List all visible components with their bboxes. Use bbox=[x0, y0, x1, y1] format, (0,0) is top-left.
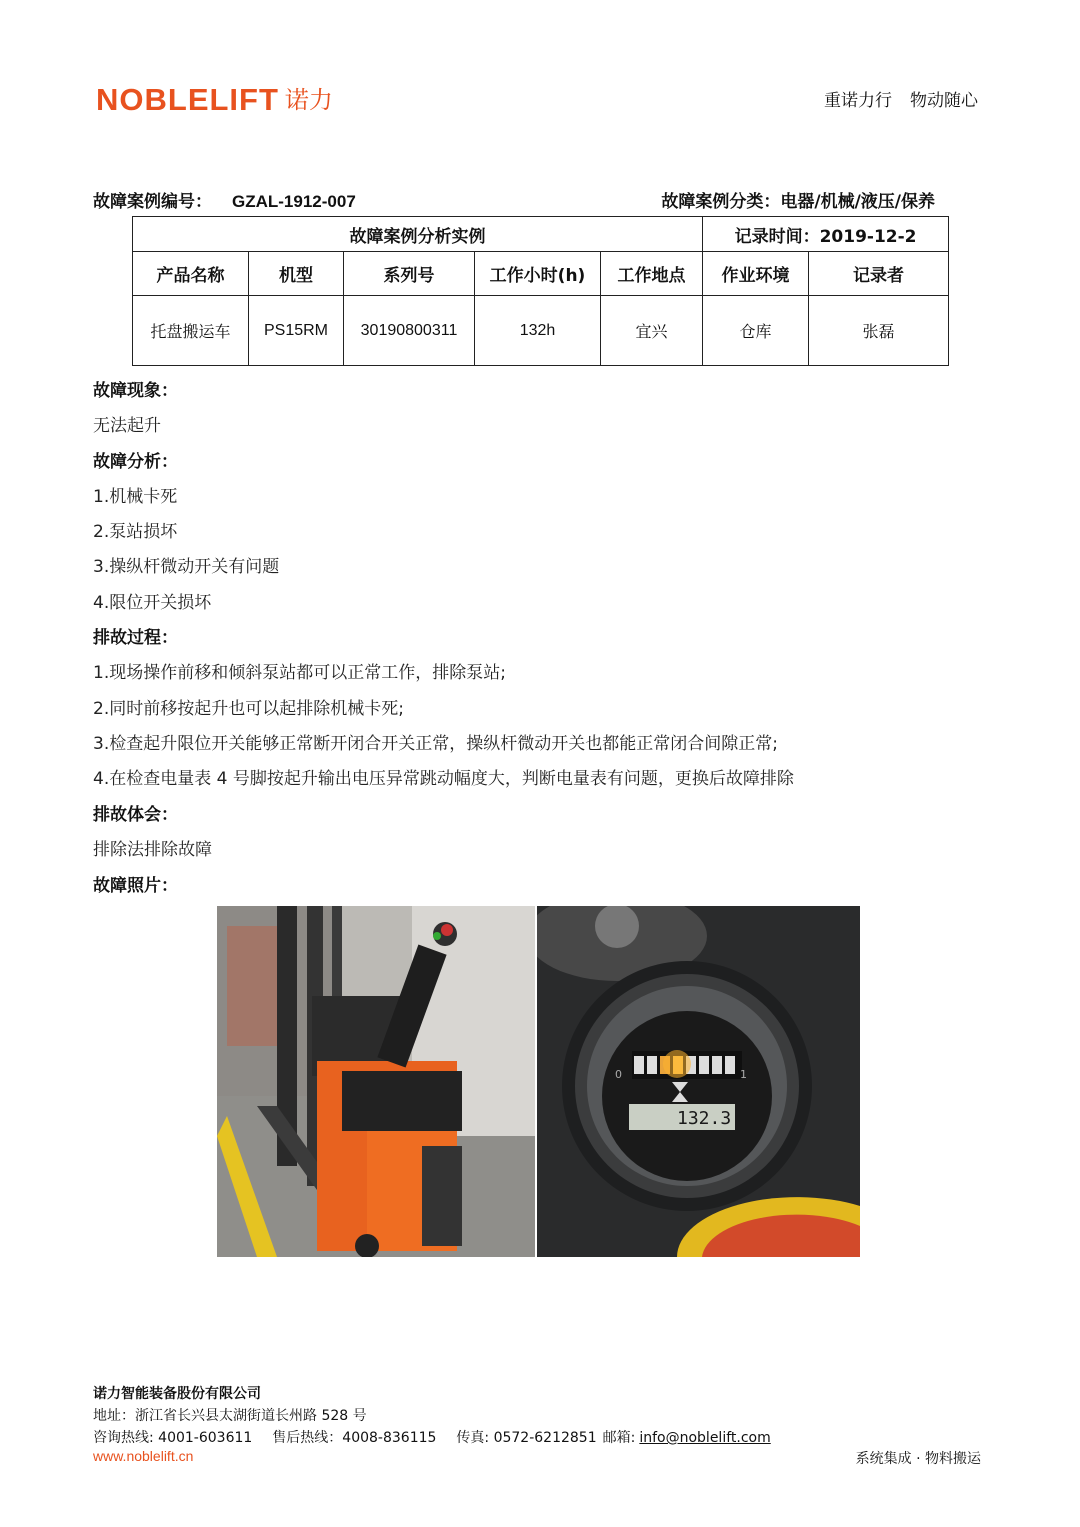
header-product-name: 产品名称 bbox=[133, 252, 249, 296]
meter-scale-right: 1 bbox=[740, 1068, 747, 1081]
fault-photos bbox=[217, 906, 860, 1257]
analysis-item-3: 3.操纵杆微动开关有问题 bbox=[93, 557, 280, 577]
process-item-4: 4.在检查电量表 4 号脚按起升输出电压异常跳动幅度大，判断电量表有问题，更换后故障排除 bbox=[93, 769, 794, 789]
footer-company: 诺力智能装备股份有限公司 bbox=[93, 1386, 261, 1402]
case-info-table bbox=[132, 216, 949, 366]
slogan-part-1: 重诺力行 bbox=[824, 91, 892, 111]
header-model: 机型 bbox=[249, 252, 344, 296]
experience-text: 排除法排除故障 bbox=[93, 840, 212, 860]
slogan-part-2: 物动随心 bbox=[910, 91, 978, 111]
cell-environment: 仓库 bbox=[703, 296, 809, 366]
logo-wordmark: NOBLELIFT bbox=[96, 82, 279, 117]
slogan bbox=[824, 86, 978, 111]
process-heading: 排故过程： bbox=[93, 628, 178, 648]
footer-hotline: 咨询热线: 4001-603611 bbox=[93, 1430, 253, 1446]
record-time: 记录时间：2019-12-2 bbox=[703, 217, 949, 252]
cell-location: 宜兴 bbox=[601, 296, 703, 366]
analysis-heading: 故障分析： bbox=[93, 452, 178, 472]
analysis-item-4: 4.限位开关损坏 bbox=[93, 593, 212, 613]
forklift-photo bbox=[217, 906, 535, 1257]
case-number bbox=[93, 187, 356, 212]
header-recorder: 记录者 bbox=[809, 252, 949, 296]
footer-email-label: 邮箱: bbox=[602, 1430, 636, 1446]
header-serial: 系列号 bbox=[344, 252, 475, 296]
cell-serial: 30190800311 bbox=[344, 296, 475, 366]
footer-email-link[interactable]: info@noblelift.com bbox=[639, 1430, 771, 1446]
cell-product-name: 托盘搬运车 bbox=[133, 296, 249, 366]
process-item-1: 1.现场操作前移和倾斜泵站都可以正常工作，排除泵站; bbox=[93, 663, 506, 683]
case-category: 故障案例分类：电器/机械/液压/保养 bbox=[661, 192, 935, 212]
header-location: 工作地点 bbox=[601, 252, 703, 296]
hour-meter-reading: 132.3 bbox=[677, 1108, 732, 1129]
table-header-row bbox=[133, 252, 949, 296]
experience-heading: 排故体会： bbox=[93, 805, 178, 825]
footer-fax: 传真: 0572-6212851 bbox=[456, 1430, 597, 1446]
cell-recorder: 张磊 bbox=[809, 296, 949, 366]
process-item-3: 3.检查起升限位开关能够正常断开闭合开关正常，操纵杆微动开关也都能正常闭合间隙正常; bbox=[93, 734, 778, 754]
cell-hours: 132h bbox=[475, 296, 601, 366]
company-logo bbox=[96, 84, 333, 116]
table-title-row bbox=[133, 217, 949, 252]
footer-contacts bbox=[93, 1427, 771, 1447]
photo-heading: 故障照片： bbox=[93, 876, 178, 896]
battery-meter-photo bbox=[537, 906, 860, 1257]
analysis-item-1: 1.机械卡死 bbox=[93, 487, 178, 507]
table-title: 故障案例分析实例 bbox=[133, 217, 703, 252]
case-number-label: 故障案例编号： bbox=[93, 192, 212, 212]
footer-service: 售后热线：4008-836115 bbox=[272, 1430, 437, 1446]
logo-chinese: 诺力 bbox=[284, 86, 333, 114]
analysis-item-2: 2.泵站损坏 bbox=[93, 522, 178, 542]
footer-website[interactable]: www.noblelift.cn bbox=[93, 1448, 194, 1464]
cell-model: PS15RM bbox=[249, 296, 344, 366]
header-hours: 工作小时(h) bbox=[475, 252, 601, 296]
table-row bbox=[133, 296, 949, 366]
case-number-value: GZAL-1912-007 bbox=[232, 192, 356, 211]
process-item-2: 2.同时前移按起升也可以起排除机械卡死; bbox=[93, 699, 404, 719]
footer-tagline: 系统集成 · 物料搬运 bbox=[855, 1451, 981, 1467]
symptom-heading: 故障现象： bbox=[93, 381, 178, 401]
footer-address: 地址：浙江省长兴县太湖街道长州路 528 号 bbox=[93, 1408, 367, 1424]
header-environment: 作业环境 bbox=[703, 252, 809, 296]
symptom-text: 无法起升 bbox=[93, 416, 161, 436]
meter-scale-left: 0 bbox=[615, 1068, 622, 1081]
